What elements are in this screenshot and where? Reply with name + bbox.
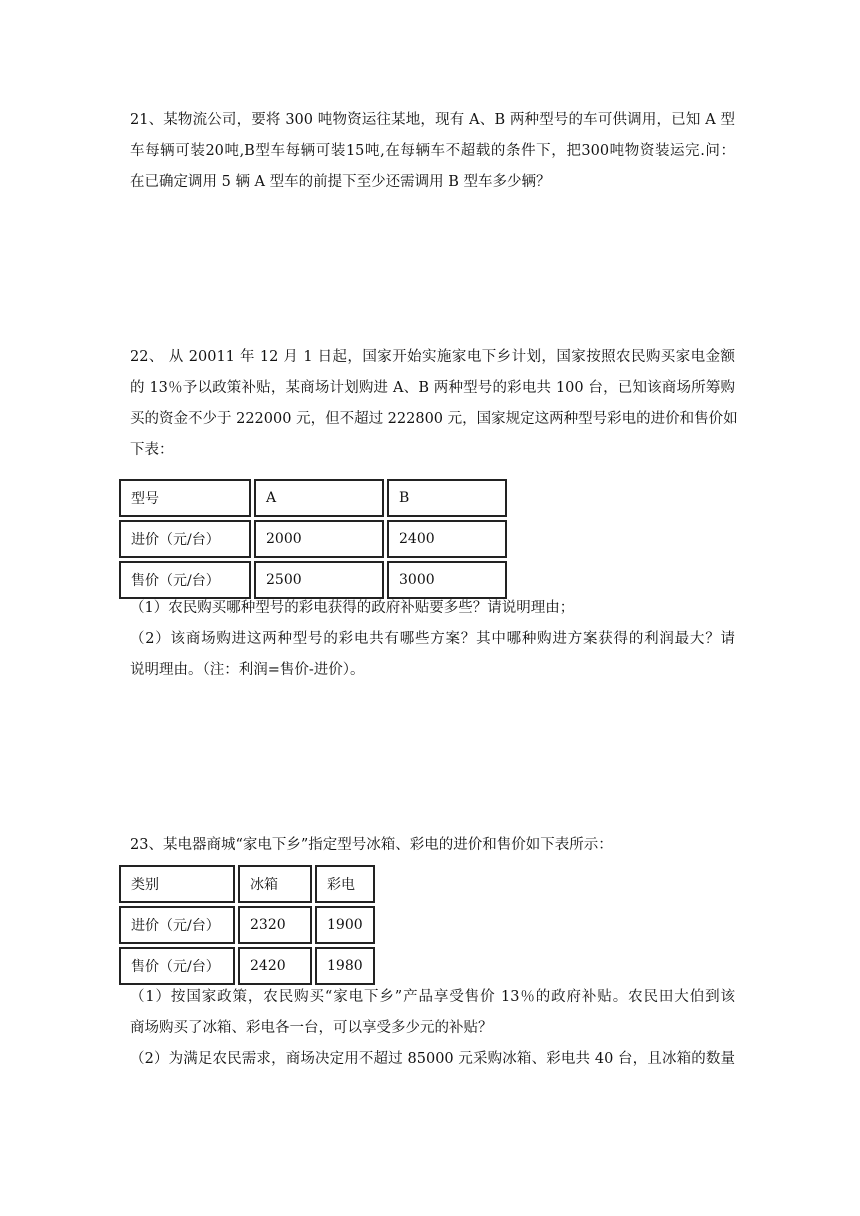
- q22-subquestions: [130, 593, 735, 686]
- table-cell: B: [387, 479, 507, 517]
- q23-price-table: [116, 862, 378, 988]
- table-cell: 售价（元/台）: [119, 561, 251, 599]
- question-21: [130, 105, 735, 198]
- table-cell: A: [254, 479, 384, 517]
- q22-line-2: 的 13％予以政策补贴，某商场计划购进 A、B 两种型号的彩电共 100 台，已知该商场所筹购: [130, 380, 735, 396]
- q23-subquestions: [130, 982, 735, 1075]
- table-row: [119, 947, 375, 985]
- table-cell: 1900: [315, 906, 375, 944]
- q22-price-table: [116, 476, 510, 602]
- table-cell: 类别: [119, 865, 235, 903]
- table-cell: 冰箱: [238, 865, 312, 903]
- table-cell: 进价（元/台）: [119, 520, 251, 558]
- table-cell: 售价（元/台）: [119, 947, 235, 985]
- q21-line-2: 车每辆可装20吨,B型车每辆可装15吨,在每辆车不超载的条件下，把300吨物资装运完.问：: [130, 143, 735, 159]
- q23-intro: 23、某电器商城“家电下乡”指定型号冰箱、彩电的进价和售价如下表所示：: [130, 837, 613, 853]
- table-cell: 1980: [315, 947, 375, 985]
- q22-sub-2-line-2: 说明理由。（注：利润=售价-进价）。: [130, 662, 365, 678]
- table-row: [119, 865, 375, 903]
- table-cell: 彩电: [315, 865, 375, 903]
- table-row: [119, 479, 507, 517]
- table-cell: 3000: [387, 561, 507, 599]
- q22-line-4: 下表：: [130, 442, 174, 458]
- q23-sub-2-line-1: （2）为满足农民需求，商场决定用不超过 85000 元采购冰箱、彩电共 40 台，且冰箱的数量: [130, 1051, 735, 1067]
- q22-line-3: 买的资金不少于 222000 元，但不超过 222800 元，国家规定这两种型号彩电的进价和售价如: [130, 411, 738, 427]
- question-23: [130, 830, 735, 861]
- table-cell: 进价（元/台）: [119, 906, 235, 944]
- q23-sub-1-line-2: 商场购买了冰箱、彩电各一台，可以享受多少元的补贴？: [130, 1020, 493, 1036]
- table-cell: 2400: [387, 520, 507, 558]
- q23-sub-1-line-1: （1）按国家政策，农民购买“家电下乡”产品享受售价 13％的政府补贴。农民田大伯到该: [130, 989, 735, 1005]
- table-cell: 型号: [119, 479, 251, 517]
- table-row: [119, 520, 507, 558]
- table-cell: 2420: [238, 947, 312, 985]
- q21-line-3: 在已确定调用 5 辆 A 型车的前提下至少还需调用 B 型车多少辆？: [130, 174, 551, 190]
- question-22: [130, 342, 738, 466]
- table-cell: 2000: [254, 520, 384, 558]
- q22-sub-2-line-1: （2）该商场购进这两种型号的彩电共有哪些方案？其中哪种购进方案获得的利润最大？请: [130, 631, 735, 647]
- q21-line-1: 21、某物流公司，要将 300 吨物资运往某地，现有 A、B 两种型号的车可供调用，已知 A 型: [130, 112, 735, 128]
- table-cell: 2500: [254, 561, 384, 599]
- table-cell: 2320: [238, 906, 312, 944]
- q22-sub-1: （1）农民购买哪种型号的彩电获得的政府补贴要多些？请说明理由；: [130, 600, 575, 616]
- q22-line-1: 22、 从 20011 年 12 月 1 日起，国家开始实施家电下乡计划，国家按照农民购买家电金额: [130, 349, 735, 365]
- table-row: [119, 906, 375, 944]
